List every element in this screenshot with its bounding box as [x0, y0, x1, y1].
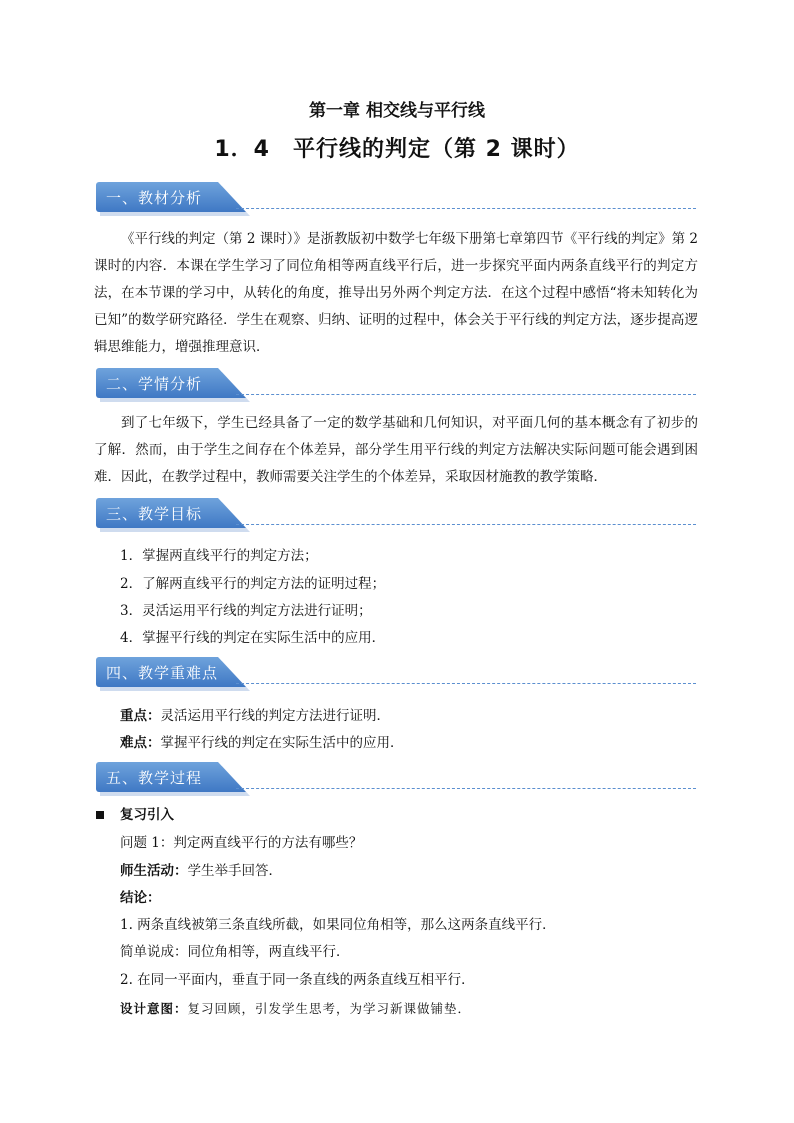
section-header-textbook-analysis	[96, 182, 696, 212]
objective-item: 2．了解两直线平行的判定方法的证明过程；	[120, 576, 386, 592]
objective-item: 3．灵活运用平行线的判定方法进行证明；	[120, 603, 372, 619]
objective-item: 4．掌握平行线的判定在实际生活中的应用．	[120, 630, 386, 646]
chapter-title: 第一章 相交线与平行线	[309, 101, 485, 121]
conclusion-label: 结论：	[120, 890, 161, 906]
key-point-text: 灵活运用平行线的判定方法进行证明．	[160, 708, 390, 724]
section-divider	[236, 394, 696, 395]
simple-statement: 简单说成：同位角相等，两直线平行．	[120, 944, 350, 960]
section-label: 二、学情分析	[106, 375, 203, 393]
section-divider	[236, 683, 696, 684]
key-point-label: 重点：	[120, 708, 161, 724]
difficult-point-text: 掌握平行线的判定在实际生活中的应用．	[160, 735, 404, 751]
difficult-point-line	[120, 733, 404, 753]
activity-label: 师生活动：	[120, 863, 188, 879]
design-intent-line	[120, 999, 471, 1017]
activity-line	[120, 861, 282, 881]
objective-item: 1．掌握两直线平行的判定方法；	[120, 548, 318, 564]
activity-text: 学生举手回答．	[187, 863, 282, 879]
section-label: 一、教材分析	[106, 189, 203, 207]
textbook-analysis-paragraph: 《平行线的判定（第 2 课时）》是浙教版初中数学七年级下册第七章第四节《平行线的判定》第 2 课时的内容．本课在学生学习了同位角相等两直线平行后，进一步探究平面内两条直线平行的判定方法，在本节课的学习中，从转化的角度，推导出另外两个判定方法．在这个过程中感悟“将未知转化为已知”的数学研究路径．学生在观察、归纳、证明的过程中，体会关于平行线的判定方法，逐步提高逻辑思维能力，增强推理意识．	[94, 231, 698, 355]
student-analysis-paragraph: 到了七年级下，学生已经具备了一定的数学基础和几何知识，对平面几何的基本概念有了初步的了解．然而，由于学生之间存在个体差异，部分学生用平行线的判定方法解决实际问题可能会遇到困难．因此，在教学过程中，教师需要关注学生的个体差异，采取因材施教的教学策略．	[94, 415, 698, 485]
section-divider	[236, 208, 696, 209]
section-header-process	[96, 762, 696, 792]
section-divider	[236, 788, 696, 789]
question-line: 问题 1：判定两直线平行的方法有哪些？	[120, 835, 363, 851]
section-header-key-points	[96, 657, 696, 687]
section-header-objectives	[96, 498, 696, 528]
difficult-point-label: 难点：	[120, 735, 161, 751]
section-label: 四、教学重难点	[106, 664, 219, 682]
section-label: 五、教学过程	[106, 769, 203, 787]
design-intent-label: 设计意图：	[120, 1001, 188, 1016]
section-header-student-analysis	[96, 368, 696, 398]
key-point-line	[120, 706, 390, 726]
conclusion-item: 1. 两条直线被第三条直线所截，如果同位角相等，那么这两条直线平行．	[120, 917, 556, 933]
conclusion-item: 2. 在同一平面内，垂直于同一条直线的两条直线互相平行．	[120, 972, 475, 988]
process-subheading: 复习引入	[120, 807, 174, 823]
design-intent-text: 复习回顾，引发学生思考，为学习新课做铺垫．	[187, 1001, 472, 1016]
square-bullet-icon	[96, 811, 104, 819]
section-label: 三、教学目标	[106, 505, 203, 523]
section-divider	[236, 524, 696, 525]
lesson-title: 1．4 平行线的判定（第 2 课时）	[214, 137, 580, 162]
